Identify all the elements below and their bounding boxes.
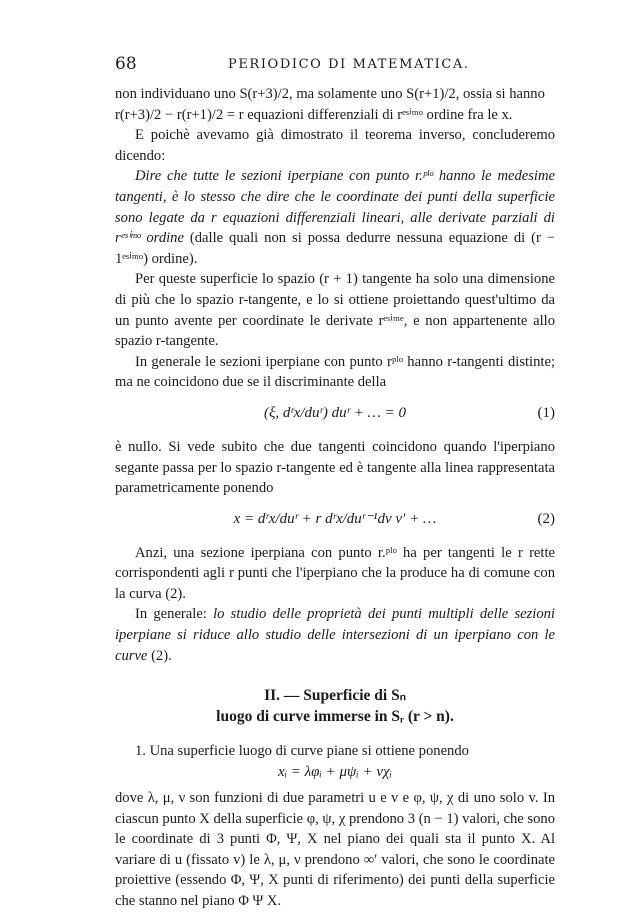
paragraph-6: Anzi, una sezione iperpiana con punto r.ᵖˡᵒ ha per tangenti le r rette corrispondenti agli r punti che l'iperpiano che la produce ha di comune con la curva (2). <box>115 544 555 602</box>
paragraph-7-lead: In generale: <box>135 606 214 623</box>
paragraph-7-end: (2). <box>147 647 172 664</box>
theorem-paragraph <box>115 166 555 269</box>
equation-3-expression: xᵢ = λφᵢ + μψᵢ + νχᵢ <box>278 764 392 781</box>
running-title: PERIODICO DI MATEMATICA. <box>228 57 470 72</box>
section-heading-line-2: luogo di curve immerse in Sᵣ (r > n). <box>216 707 454 725</box>
theorem-remark: (dalle quali non si possa dedurre nessuna equazione di (r − 1ᵉˢⁱᵐᵒ) ordine). <box>115 230 556 267</box>
paragraph-1-equation: r(r+3)/2 − r(r+1)/2 = r equazioni differenziali di rᵉˢⁱᵐᵒ ordine fra le x. <box>115 106 513 123</box>
equation-1 <box>115 393 555 437</box>
paragraph-1: non individuano uno S(r+3)/2, ma solamente uno S(r+1)/2, ossia si hanno <box>115 86 545 102</box>
equation-3 <box>115 762 555 788</box>
equation-2 <box>115 499 555 543</box>
paragraph-4: In generale le sezioni iperpiane con punto rᵖˡᵒ hanno r-tangenti distinte; ma ne coincidono due se il discriminante della <box>115 353 555 391</box>
equation-2-number: (2) <box>537 510 555 527</box>
equation-2-expression: x = dʳx/duʳ + r dʳx/duʳ⁻¹dv v′ + … <box>233 510 437 527</box>
paragraph-3: Per queste superficie lo spazio (r + 1) tangente ha solo una dimensione di più che lo spazio r-tangente, e lo si ottiene proiettando quest'ultimo da un punto avente per coordinate le derivate rᵉˢⁱᵐᵉ, e non appartenente allo spazio r-tangente. <box>115 271 555 350</box>
paragraph-9: dove λ, μ, ν son funzioni di due parametri u e v e φ, ψ, χ di uno solo v. In ciascun punto X della superficie φ, ψ, χ prendono 3 (n − 1) valori, che sono le coordinate di 3 punti Φ, Ψ, X nel piano dei quali sta il punto X. Al variare di u (fissato v) le λ, μ, ν prendono ∞′ valori, che sono le coordinate proiettive (essendo Φ, Ψ, X punti di riferimento) dei punti della superficie che stanno nel piano Φ Ψ X. <box>115 790 555 909</box>
theorem-statement: Dire che tutte le sezioni iperpiane con punto r.ᵖˡᵒ hanno le medesime tangenti, è lo stesso che dire che le coordinate dei punti della superficie sono legate da r equazioni differenziali lineari, alle derivate parziali di rᵉˢⁱᵐᵒ ordine <box>115 168 555 247</box>
page-number: 68 <box>115 54 137 74</box>
equation-1-expression: (ξ, dʳx/duʳ) duʳ + … = 0 <box>263 404 407 421</box>
paragraph-7 <box>115 604 555 666</box>
equation-1-number: (1) <box>537 404 555 421</box>
paragraph-2: E poichè avevamo già dimostrato il teorema inverso, concluderemo dicendo: <box>115 127 555 164</box>
paragraph-7-statement: lo studio delle proprietà dei punti multipli delle sezioni iperpiane si riduce allo studio delle intersezioni di un iperpiano con le curve <box>115 606 555 664</box>
section-heading-line-1: II. — Superficie di Sₙ <box>264 687 406 705</box>
paragraph-8: 1. Una superficie luogo di curve piane si ottiene ponendo <box>135 743 469 760</box>
main-text <box>115 84 555 912</box>
paragraph-5: è nullo. Si vede subito che due tangenti coincidono quando l'iperpiano segante passa per lo spazio r-tangente ed è tangente alla linea rappresentata parametricamente ponendo <box>115 438 555 497</box>
running-header <box>0 54 644 78</box>
